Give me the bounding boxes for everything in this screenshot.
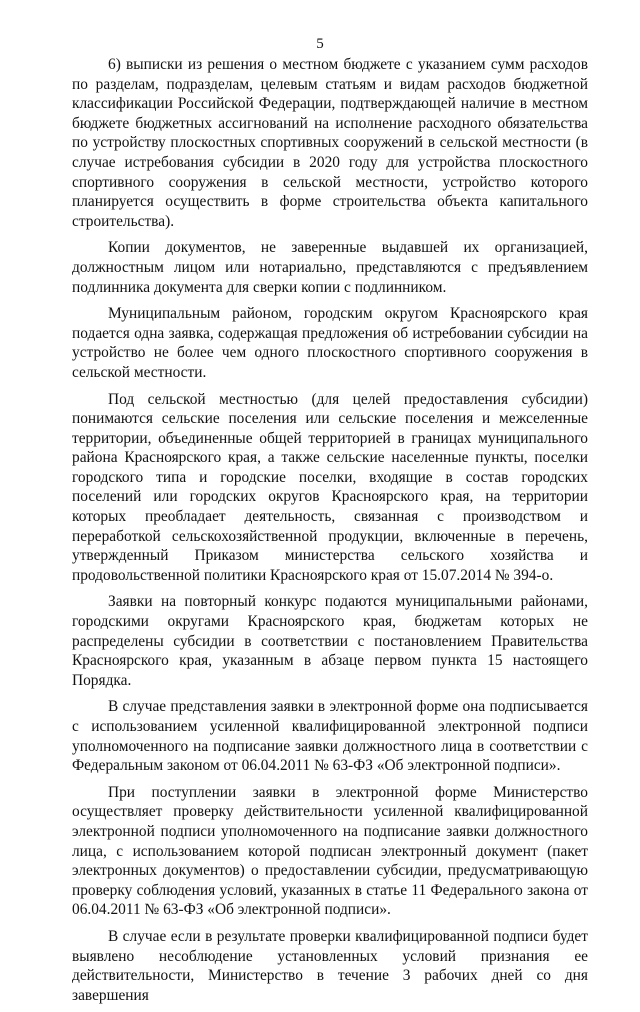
paragraph-single-application: Муниципальным районом, городским округом Красноярского края подается одна заявка, содержащая предложения об истребовании субсидии на устройство не более чем одного плоскостного спортивного сооружения в сельской местности. (72, 305, 588, 381)
paragraph-budget-extract: 6) выписки из решения о местном бюджете с указанием сумм расходов по разделам, подразделам, целевым статьям и видам расходов бюджетной классификации Российской Федерации, подтверждающей наличие в местном бюджете бюджетных ассигнований на исполнение расходного обязательства по устройству плоскостных спортивных сооружений в сельской местности (в случае истребования субсидии в 2020 году для устройства плоскостного спортивного сооружения в сельской местности, устройство которого планируется осуществить в форме строительства объекта капитального строительства). (72, 56, 588, 230)
paragraph-electronic-signature: В случае представления заявки в электронной форме она подписывается с использованием усиленной квалифицированной электронной подписи уполномоченного на подписание заявки должностного лица в соответствии с Федеральным законом от 06.04.2011 № 63-ФЗ «Об электронной подписи». (72, 698, 588, 775)
paragraph-signature-verification: При поступлении заявки в электронной форме Министерство осуществляет проверку действительности усиленной квалифицированной электронной подписи уполномоченного на подписание заявки должностного лица, с использованием которой подписан электронный документ (пакет электронных документов) о предоставлении субсидии, предусматривающую проверку соблюдения условий, указанных в статье 11 Федерального закона от 06.04.2011 № 63-ФЗ «Об электронной подписи». (72, 783, 588, 919)
page-number: 5 (316, 36, 324, 52)
paragraph-rural-area-definition: Под сельской местностью (для целей предоставления субсидии) понимаются сельские поселения или сельские поселения и межселенные территории, объединенные общей территорией в границах муниципального района Красноярского края, а также сельские населенные пункты, поселки городского типа и городские поселки, входящие в состав городских поселений или городских округов Красноярского края, на территории которых преобладает деятельность, связанная с производством и переработкой сельскохозяйственной продукции, включенные в перечень, утвержденный Приказом министерства сельского хозяйства и продовольственной политики Красноярского края от 15.07.2014 № 394-о. (72, 390, 588, 584)
document-body (72, 55, 588, 1012)
paragraph-verification-failure: В случае если в результате проверки квалифицированной подписи будет выявлено несоблюдение установленных условий признания ее действительности, Министерство в течение 3 рабочих дней со дня завершения (72, 927, 588, 1004)
paragraph-document-copies: Копии документов, не заверенные выдавшей их организацией, должностным лицом или нотариально, представляются с предъявлением подлинника документа для сверки копии с подлинником. (72, 239, 588, 296)
paragraph-repeat-competition: Заявки на повторный конкурс подаются муниципальными районами, городскими округами Красноярского края, бюджетам которых не распределены субсидии в соответствии с постановлением Правительства Красноярского края, указанным в абзаце первом пункта 15 настоящего Порядка. (72, 593, 588, 689)
